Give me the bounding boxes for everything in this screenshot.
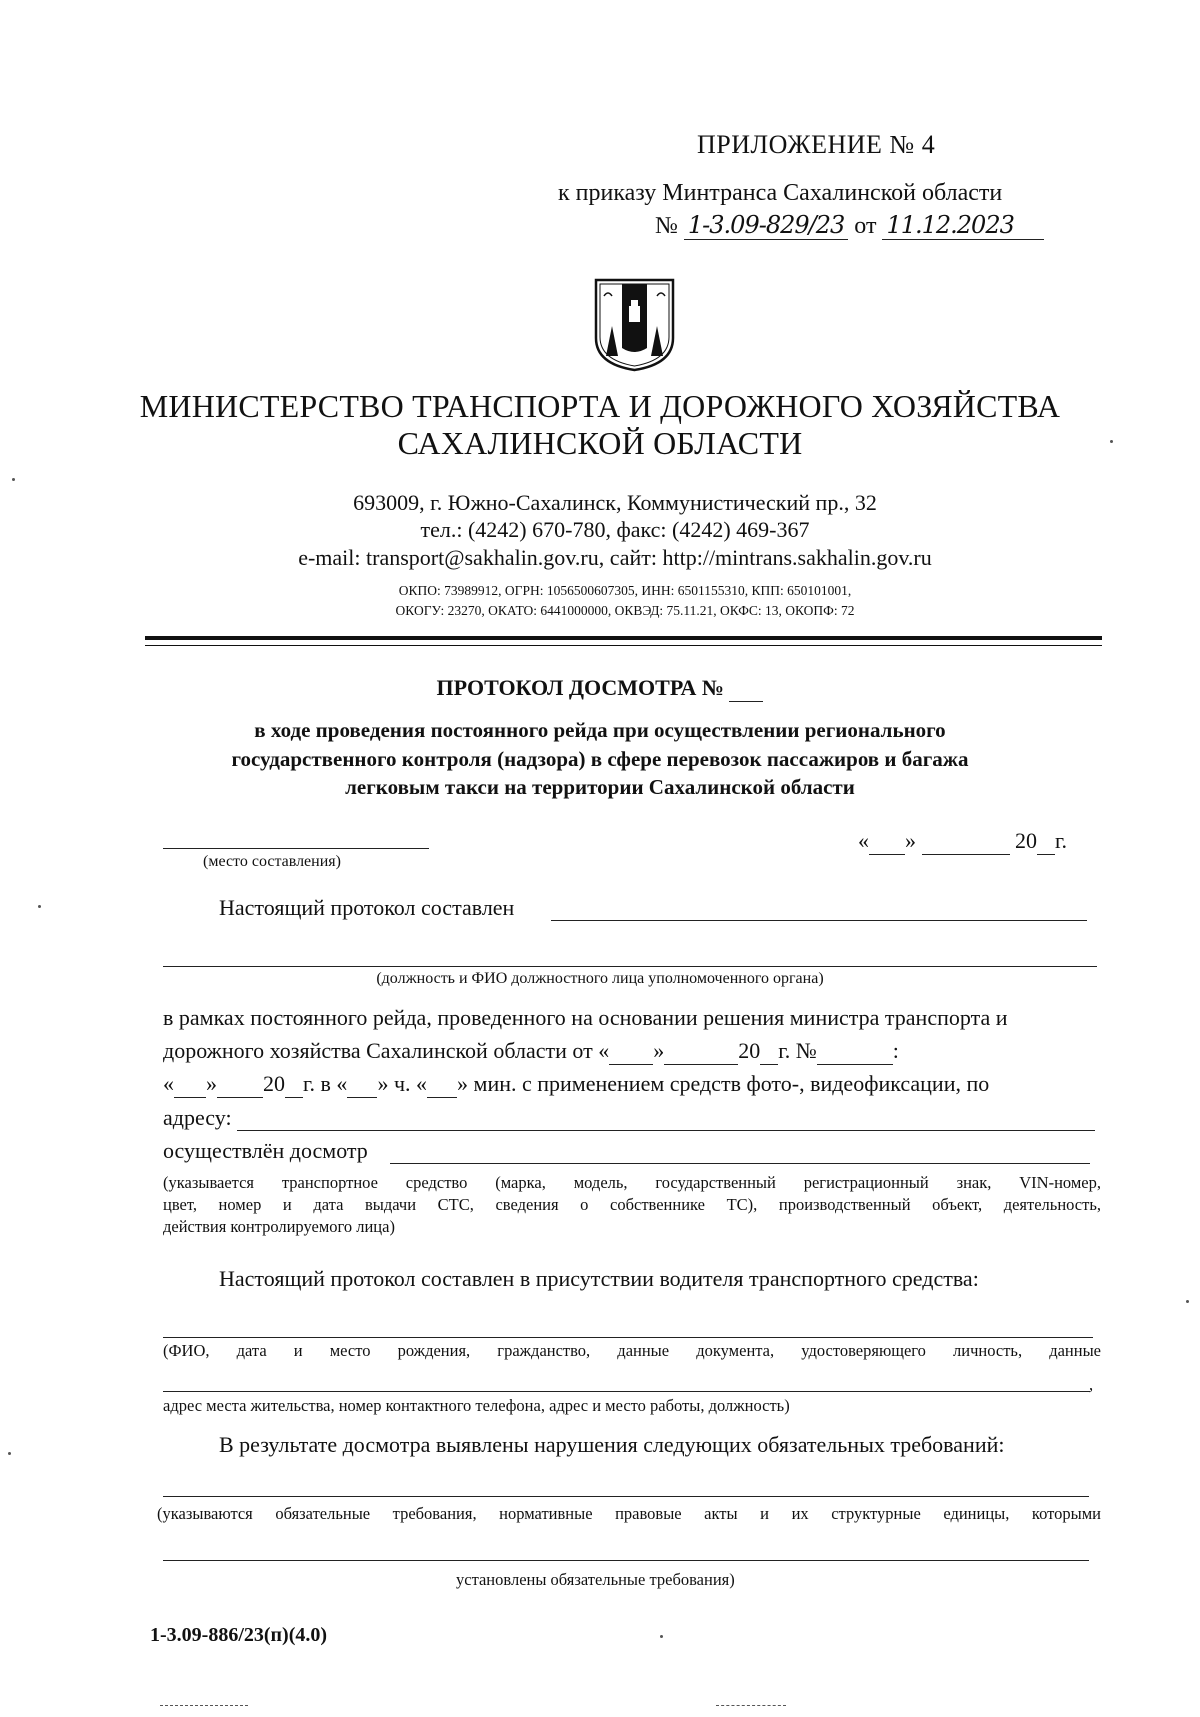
photo-video-text: » мин. с применением средств фото-, видеофиксации, по (457, 1071, 990, 1096)
decision-number-label: г. № (778, 1038, 817, 1063)
place-caption: (место составления) (203, 853, 341, 870)
scan-speck (8, 1452, 11, 1455)
vehicle-caption-line1: (указывается транспортное средство (марка, модель, государственный регистрационный знак, VIN-номер, (163, 1173, 1101, 1192)
violations-label: В результате досмотра выявлены нарушения следующих обязательных требований: (219, 1432, 1005, 1457)
scan-speck (12, 478, 15, 481)
driver-caption-line2: адрес места жительства, номер контактного телефона, адрес и место работы, должность) (163, 1396, 790, 1415)
decision-month-blank[interactable] (664, 1038, 738, 1065)
driver-field[interactable] (163, 1337, 1093, 1338)
driver-field-2[interactable] (163, 1391, 1090, 1392)
appendix-order-number-line (655, 211, 1044, 240)
raid-line2 (163, 1038, 899, 1065)
raid-decision-date-label: дорожного хозяйства Сахалинской области от « (163, 1038, 610, 1063)
ministry-web: e-mail: transport@sakhalin.gov.ru, сайт: http://mintrans.sakhalin.gov.ru (298, 545, 932, 570)
violations-field-2[interactable] (163, 1560, 1089, 1561)
inspection-minute-blank[interactable] (427, 1071, 457, 1098)
inspection-month-blank[interactable] (217, 1071, 263, 1098)
ministry-name-line1: МИНИСТЕРСТВО ТРАНСПОРТА И ДОРОЖНОГО ХОЗЯЙСТВА (139, 388, 1061, 424)
official-caption: (должность и ФИО должностного лица уполномоченного органа) (376, 970, 824, 987)
scan-speck (1186, 1300, 1189, 1303)
violations-field[interactable] (163, 1496, 1089, 1497)
decision-day-blank[interactable] (609, 1038, 653, 1065)
minutes-label: » ч. « (377, 1071, 428, 1096)
official-field[interactable] (163, 966, 1097, 967)
sakhalin-coat-of-arms-icon (592, 276, 677, 372)
inspection-hour-blank[interactable] (347, 1071, 377, 1098)
document-code: 1-3.09-886/23(п)(4.0) (150, 1624, 328, 1646)
date-prefix: от (854, 213, 877, 239)
date-day-blank[interactable] (869, 828, 905, 855)
time-label: г. в « (303, 1071, 348, 1096)
violations-caption-line2: установлены обязательные требования) (456, 1570, 735, 1589)
quote-close: » (905, 828, 916, 853)
ministry-address: 693009, г. Южно-Сахалинск, Коммунистический пр., 32 (353, 490, 877, 515)
address-label: адресу: (163, 1105, 232, 1130)
scan-speck (1110, 440, 1113, 443)
appendix-order-reference: к приказу Минтранса Сахалинской области (558, 180, 1003, 206)
ministry-codes-line1: ОКПО: 73989912, ОГРН: 1056500607305, ИНН: 6501155310, КПП: 650101001, (398, 583, 852, 598)
year-suffix: г. (1055, 828, 1068, 853)
raid-line1: в рамках постоянного рейда, проведенного на основании решения министра транспорта и (163, 1005, 1008, 1030)
protocol-title-text: ПРОТОКОЛ ДОСМОТРА (436, 675, 697, 700)
protocol-number-sign: № (701, 675, 724, 700)
scan-speck (38, 905, 41, 908)
compiled-by-field[interactable] (551, 920, 1087, 921)
inspection-day-blank[interactable] (174, 1071, 206, 1098)
ministry-phones: тел.: (4242) 670-780, факс: (4242) 469-367 (420, 517, 810, 542)
colon: : (892, 1038, 899, 1063)
quote-open: « (858, 828, 869, 853)
protocol-subtitle-line1: в ходе проведения постоянного рейда при осуществлении регионального (254, 718, 946, 742)
vehicle-caption (163, 1173, 1101, 1237)
quote-close: » (206, 1071, 217, 1096)
protocol-number-blank (729, 675, 763, 702)
handwritten-order-number: 1-3.09-829/23 (684, 211, 848, 240)
protocol-subtitle-line2: государственного контроля (надзора) в сфере перевозок пассажиров и багажа (231, 747, 969, 771)
driver-caption-line1-wrap (163, 1341, 1101, 1361)
driver-comma: , (1089, 1375, 1094, 1394)
quote-open: « (163, 1071, 174, 1096)
scan-speck (660, 1635, 663, 1638)
header-rule-thick (145, 636, 1102, 640)
date-field (858, 828, 1067, 855)
decision-number-blank[interactable] (817, 1038, 893, 1065)
quote-close: » (653, 1038, 665, 1063)
ministry-codes-line2: ОКОГУ: 23270, ОКАТО: 6441000000, ОКВЭД: 75.11.21, ОКФС: 13, ОКОПФ: 72 (395, 603, 855, 618)
scan-artifact-line (160, 1705, 248, 1706)
driver-caption-line1: (ФИО, дата и место рождения, гражданство, данные документа, удостоверяющего личность, данные (163, 1341, 1101, 1360)
vehicle-caption-line3: действия контролируемого лица) (163, 1217, 395, 1236)
place-field[interactable] (163, 848, 429, 849)
driver-presence-label: Настоящий протокол составлен в присутствии водителя транспортного средства: (219, 1266, 979, 1291)
compiled-by-label: Настоящий протокол составлен (219, 895, 515, 920)
address-field[interactable] (237, 1130, 1095, 1131)
inspection-label: осуществлён досмотр (163, 1138, 368, 1163)
violations-caption-line1: (указываются обязательные требования, нормативные правовые акты и их структурные единицы, которыми (157, 1504, 1101, 1523)
year-prefix: 20 (1015, 828, 1037, 853)
vehicle-caption-line2: цвет, номер и дата выдачи СТС, сведения о собственнике ТС), производственный объект, деятельность, (163, 1195, 1101, 1214)
inspection-year-blank[interactable] (285, 1071, 303, 1098)
protocol-title (0, 675, 1200, 702)
decision-year-blank[interactable] (760, 1038, 778, 1065)
date-year-blank[interactable] (1037, 828, 1055, 855)
year-prefix: 20 (263, 1071, 285, 1096)
year-prefix: 20 (738, 1038, 761, 1063)
handwritten-order-date: 11.12.2023 (882, 211, 1043, 240)
ministry-name-line2: САХАЛИНСКОЙ ОБЛАСТИ (397, 425, 803, 461)
violations-caption-line1-wrap (157, 1504, 1101, 1524)
protocol-subtitle-line3: легковым такси на территории Сахалинской области (345, 775, 855, 799)
scan-artifact-line (716, 1705, 786, 1706)
inspection-object-field[interactable] (390, 1163, 1090, 1164)
number-sign: № (655, 213, 678, 239)
appendix-title: ПРИЛОЖЕНИЕ № 4 (697, 130, 936, 159)
raid-line3 (163, 1071, 989, 1098)
date-month-blank[interactable] (922, 828, 1010, 855)
header-rule-thin (145, 645, 1102, 646)
